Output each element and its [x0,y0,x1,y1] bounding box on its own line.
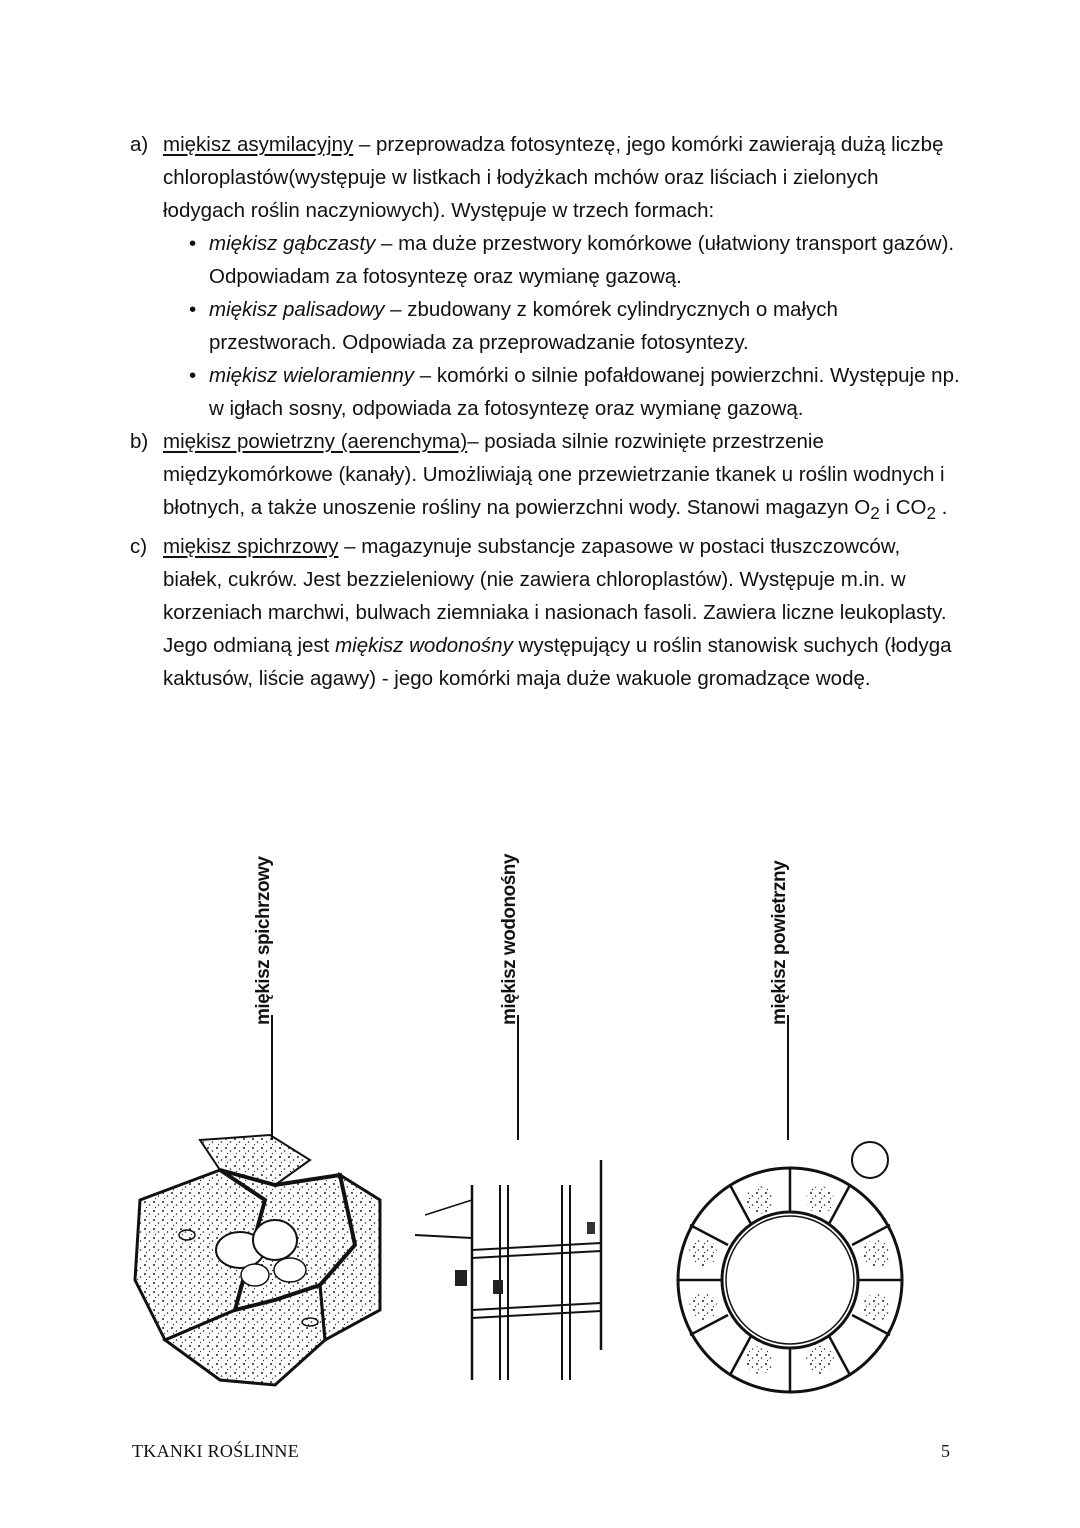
bullet-icon: • [189,232,197,255]
description: występujący u roślin stanowisk suchych (łodyga kaktusów, liście agawy) - jego komórki maja duże wakuole gromadzące wodę. [163,634,952,691]
list-marker: c) [130,535,148,559]
description: . [935,496,948,519]
list-item-b [130,425,960,530]
term: miękisz palisadowy [209,298,385,321]
description: – ma duże przestwory komórkowe (ułatwiony transport gazów). Odpowiadam za fotosyntezę oraz wymianę gazową. [209,232,955,288]
main-text [130,128,960,695]
list-marker: a) [130,133,149,156]
term: miękisz powietrzny (aerenchyma) [163,430,468,453]
water-storing-parenchyma-drawing [415,1015,601,1380]
list-item-c [130,530,960,695]
italic-term: miękisz wodonośny [335,634,513,658]
subscript: 2 [926,504,936,524]
term: miękisz wieloramienny [209,364,415,387]
figure-label: miękisz spichrzowy [253,856,274,1025]
footer-title: TKANKI ROŚLINNE [132,1441,299,1461]
aerenchyma-drawing [678,1015,902,1392]
term: miękisz spichrzowy [163,535,339,559]
page-number: 5 [941,1441,950,1461]
sublist [163,227,960,425]
list-item-a [130,128,960,425]
tissue-drawings [125,840,960,1430]
sublist-item [189,227,960,293]
figure-label: miękisz wodonośny [499,854,520,1025]
storage-parenchyma-drawing [135,1015,380,1385]
bullet-icon: • [189,364,197,387]
term: miękisz gąbczasty [209,232,376,255]
list-marker: b) [130,430,149,453]
figure-label: miękisz powietrzny [769,860,790,1025]
sublist-item [189,293,960,359]
sublist-item [189,359,960,425]
description: – zbudowany z komórek cylindrycznych o małych przestworach. Odpowiada za przeprowadzanie fotosyntezy. [209,298,838,354]
illustrations [125,840,960,1430]
description: – magazynuje substancje zapasowe w postaci tłuszczowców, białek, cukrów. Jest bezzieleniowy (nie zawiera chloroplastów). Występuje m.in. w korzeniach marchwi, bulwach ziemniaka i nasionach fasoli. Zawiera liczne leukoplasty. Jego odmianą jest [163,535,947,658]
description: – posiada silnie rozwinięte przestrzenie międzykomórkowe (kanały). Umożliwiają one przewietrzanie tkanek u roślin wodnych i błotnych, a także unoszenie rośliny na powierzchni wody. Stanowi magazyn O [163,430,945,519]
subscript: 2 [870,504,880,524]
term: miękisz asymilacyjny [163,133,354,156]
description: i CO [879,496,927,519]
bullet-icon: • [189,298,197,321]
description: – komórki o silnie pofałdowanej powierzchni. Występuje np. w igłach sosny, odpowiada za fotosyntezę oraz wymianę gazową. [209,364,960,420]
description: – przeprowadza fotosyntezę, jego komórki zawierają dużą liczbę chloroplastów(występuje w listkach i łodyżkach mchów oraz liściach i zielonych łodygach roślin naczyniowych). Występuje w trzech formach: [163,133,944,222]
